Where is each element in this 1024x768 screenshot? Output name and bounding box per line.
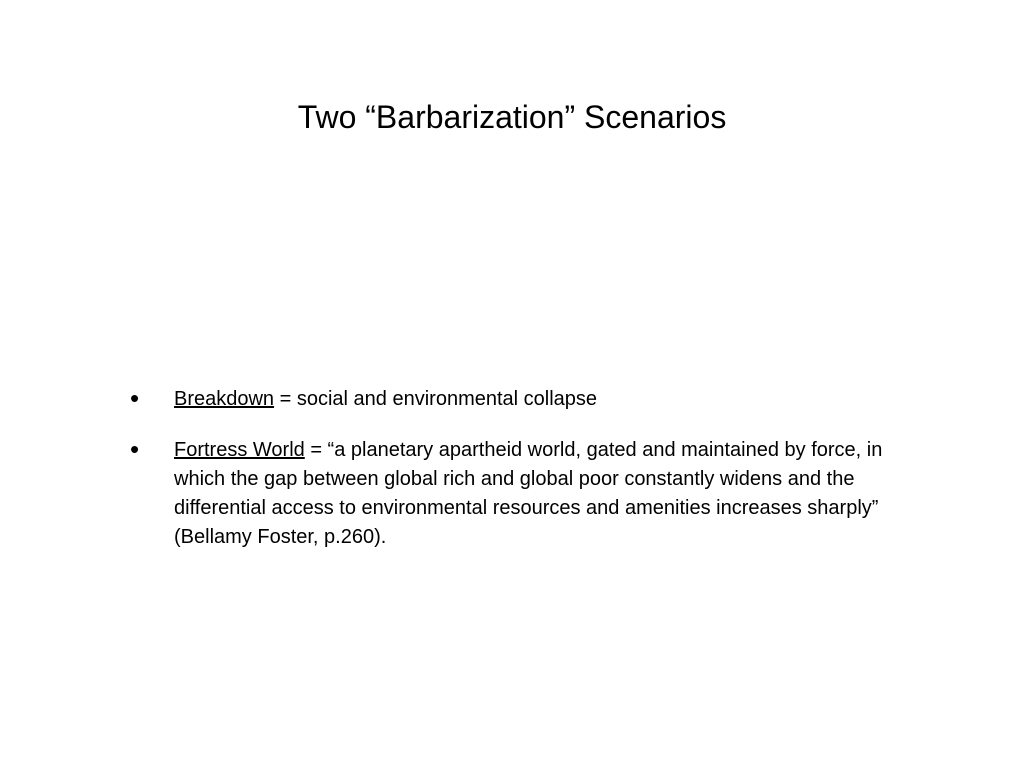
bullet-dot-icon: •: [130, 434, 140, 464]
bullet-term: Breakdown: [174, 388, 275, 410]
bullet-item-fortress-world: [130, 436, 920, 552]
slide-title: Two “Barbarization” Scenarios: [297, 99, 727, 135]
bullet-text: = social and environmental collapse: [274, 388, 598, 410]
bullet-list: [130, 385, 920, 574]
bullet-text: = “a planetary apartheid world, gated and maintained by force, in which the gap between global rich and global poor constantly widens and the differential access to environmental resources and amenities increases sharply” (Bellamy Foster, p.260).: [174, 439, 883, 548]
bullet-item-breakdown: [130, 385, 920, 414]
bullet-dot-icon: •: [130, 383, 140, 413]
bullet-term: Fortress World: [174, 439, 305, 461]
